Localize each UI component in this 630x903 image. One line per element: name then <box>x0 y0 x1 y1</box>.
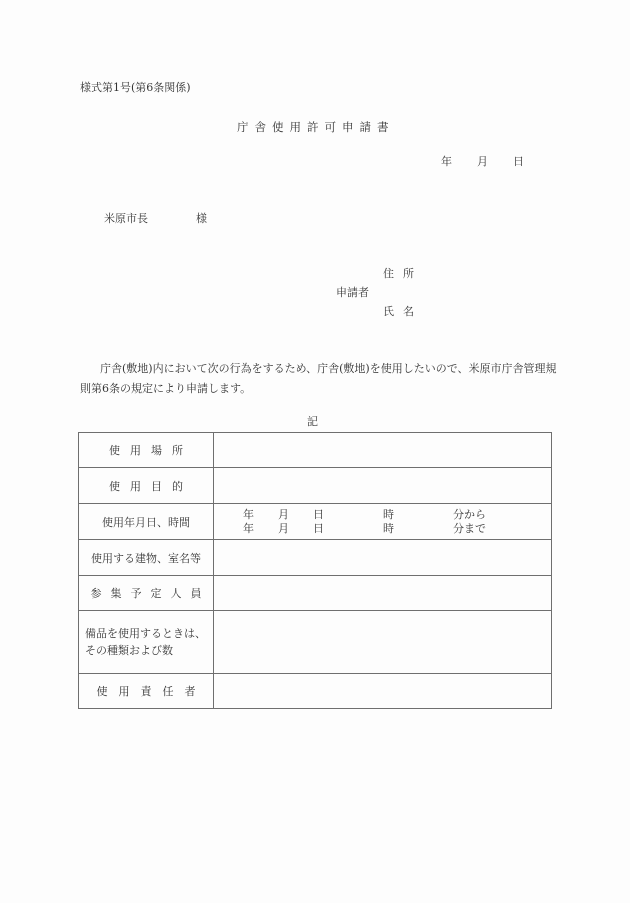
row-label: 使用責任者 <box>79 674 214 709</box>
equipment-field[interactable] <box>214 611 552 674</box>
attendees-field[interactable] <box>214 576 552 611</box>
location-field[interactable] <box>214 433 552 468</box>
applicant-address-label: 住所 <box>383 267 423 280</box>
building-room-field[interactable] <box>214 540 552 576</box>
table-row-building <box>79 540 552 576</box>
responsible-person-field[interactable] <box>214 674 552 709</box>
applicant-label: 申請者 <box>336 286 369 299</box>
form-number: 様式第1号(第6条関係) <box>80 81 191 94</box>
table-row-equipment <box>79 611 552 674</box>
honorific: 様 <box>196 212 207 225</box>
to-minute-label: 分まで <box>453 521 486 535</box>
to-month-label: 月 <box>278 521 289 535</box>
table-row-attendees <box>79 576 552 611</box>
request-statement: 庁舎(敷地)内において次の行為をするため、庁舎(敷地)を使用したいので、米原市庁舎管理規則第6条の規定により申請します。 <box>80 362 557 395</box>
row-label: 備品を使用するときは、 その種類および数 <box>79 611 214 674</box>
table-row-responsible-person <box>79 674 552 709</box>
purpose-field[interactable] <box>214 468 552 504</box>
date-month-label: 月 <box>477 155 488 168</box>
row-label: 使用目的 <box>79 468 214 504</box>
from-month-label: 月 <box>278 507 289 521</box>
addressee: 米原市長 <box>104 212 148 225</box>
from-hour-label: 時 <box>383 507 394 521</box>
row-label: 参集予定人員 <box>79 576 214 611</box>
to-hour-label: 時 <box>383 521 394 535</box>
from-day-label: 日 <box>313 507 324 521</box>
to-day-label: 日 <box>313 521 324 535</box>
table-row-purpose <box>79 468 552 504</box>
datetime-field[interactable] <box>214 504 552 540</box>
from-year-label: 年 <box>243 507 254 521</box>
document-title: 庁舎使用許可申請書 <box>237 120 395 134</box>
row-label: 使用する建物、室名等 <box>79 540 214 576</box>
applicant-name-label: 氏名 <box>383 305 423 318</box>
date-year-label: 年 <box>441 155 452 168</box>
to-year-label: 年 <box>243 521 254 535</box>
from-minute-label: 分から <box>453 507 486 521</box>
row-label: 使用年月日、時間 <box>79 504 214 540</box>
ki-heading: 記 <box>307 415 318 428</box>
date-day-label: 日 <box>513 155 524 168</box>
table-row-datetime <box>79 504 552 540</box>
datetime-from-line <box>214 508 551 522</box>
row-label: 使用場所 <box>79 433 214 468</box>
datetime-to-line <box>214 522 551 536</box>
application-details-table <box>78 432 552 709</box>
table-row-location <box>79 433 552 468</box>
